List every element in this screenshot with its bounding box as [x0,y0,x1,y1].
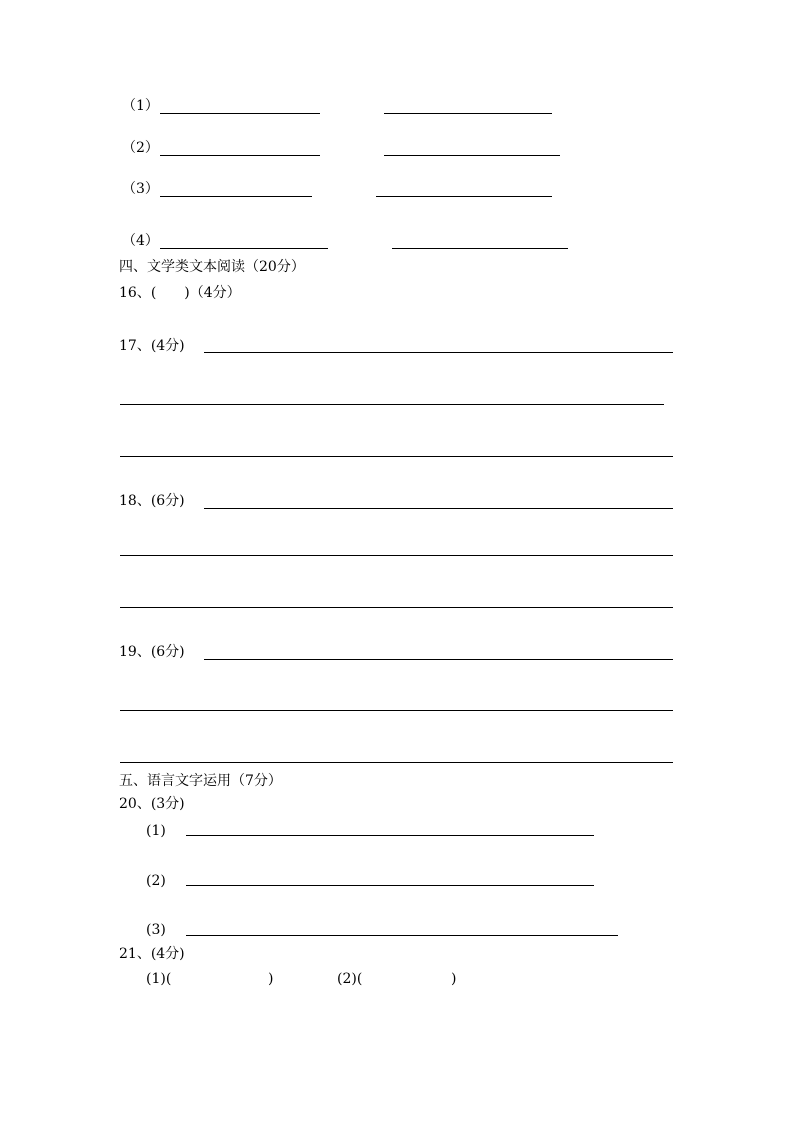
section-heading: 五、语言文字运用（7分） [119,773,282,789]
q21-part-1-close: ) [268,971,274,987]
answer-line[interactable] [376,196,552,197]
answer-line[interactable] [160,155,320,156]
question-17: 17、(4分) [119,338,185,354]
answer-line[interactable] [120,607,673,608]
answer-line[interactable] [204,659,673,660]
answer-line[interactable] [384,113,552,114]
answer-line[interactable] [204,508,673,509]
q21-part-2-close: ) [451,971,457,987]
answer-line[interactable] [160,196,312,197]
answer-line[interactable] [160,248,328,249]
question-19: 19、(6分) [119,644,185,660]
answer-line[interactable] [186,935,618,936]
item-3-label: （3） [122,181,159,197]
answer-line[interactable] [120,555,673,556]
item-4-label: （4） [122,233,159,249]
answer-line[interactable] [120,404,664,405]
question-16: 16、( )（4分） [119,285,241,301]
item-1-label: （1） [122,98,159,114]
q20-item-3-label: (3) [146,922,166,938]
question-20: 20、(3分) [119,796,185,812]
answer-line[interactable] [160,113,320,114]
q20-item-1-label: (1) [146,823,166,839]
answer-line[interactable] [120,762,673,763]
answer-line[interactable] [186,885,594,886]
section-heading: 四、文学类文本阅读（20分） [119,259,305,275]
q21-part-1-open: (1)( [146,971,172,987]
answer-line[interactable] [204,352,673,353]
item-2-label: （2） [122,140,159,156]
question-18: 18、(6分) [119,493,185,509]
answer-line[interactable] [392,248,568,249]
answer-line[interactable] [384,155,560,156]
answer-line[interactable] [120,710,673,711]
q21-part-2-open: (2)( [337,971,363,987]
q20-item-2-label: (2) [146,873,166,889]
answer-line[interactable] [120,456,673,457]
answer-line[interactable] [186,835,594,836]
question-21: 21、(4分) [119,946,185,962]
